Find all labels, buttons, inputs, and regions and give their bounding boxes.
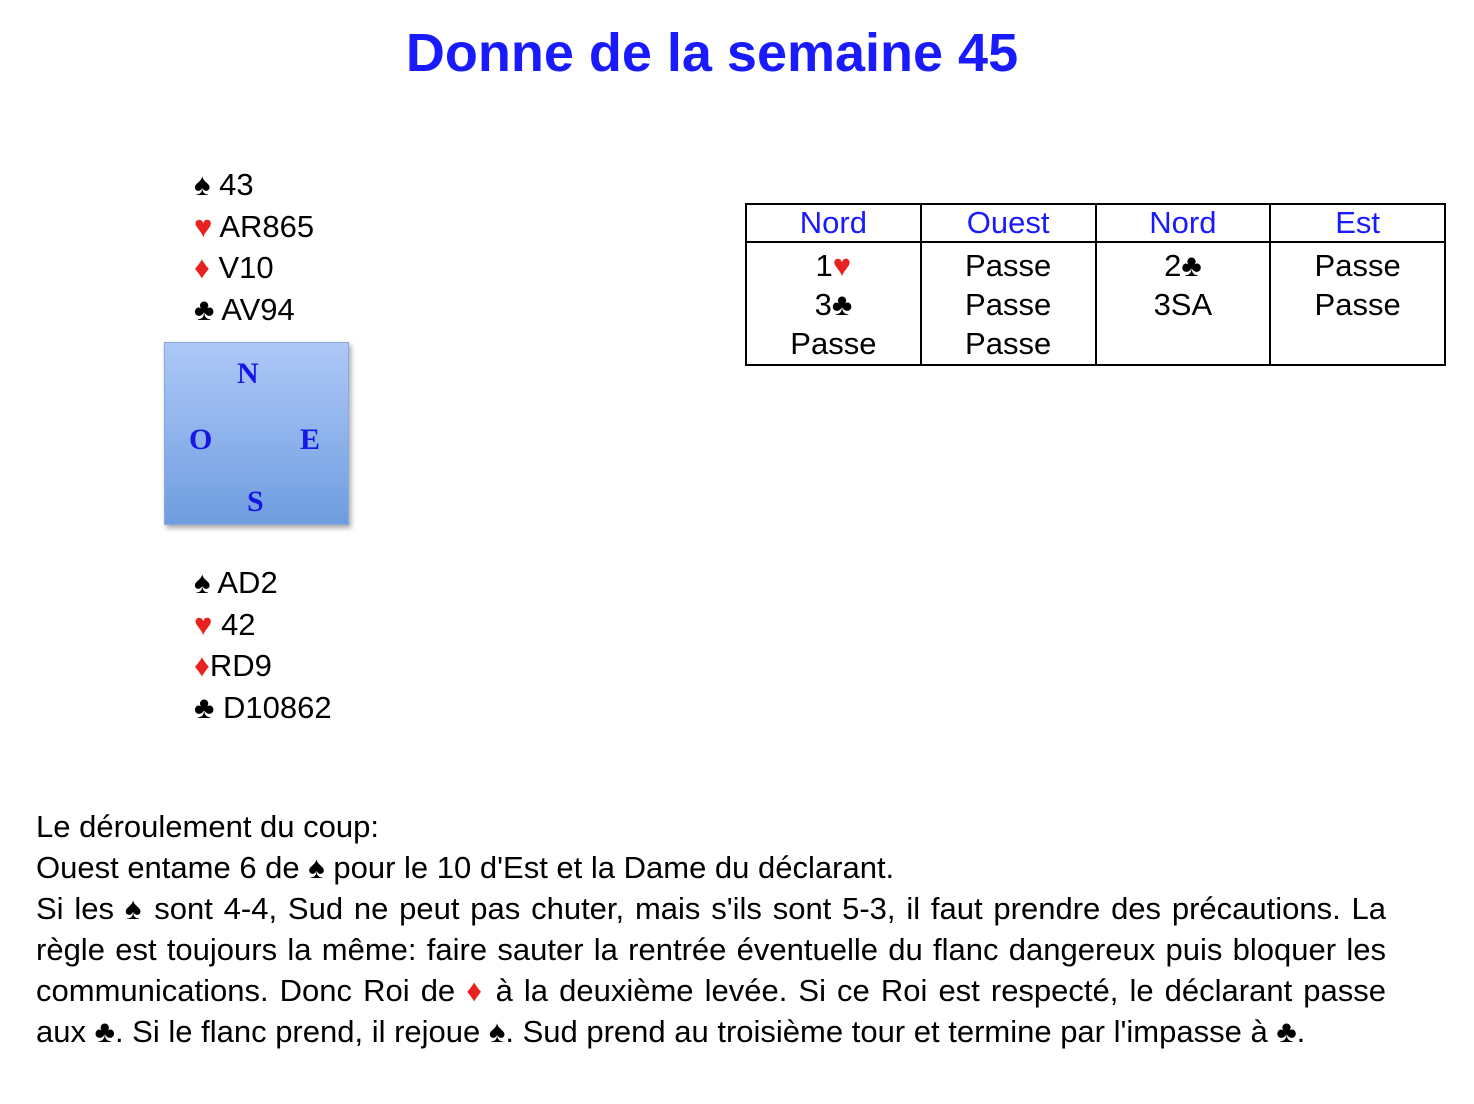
bidding-header: Nord: [746, 204, 921, 242]
bid: [922, 247, 1095, 286]
bid: [1271, 286, 1444, 325]
text-span: .: [1296, 1014, 1306, 1049]
text-span: . Sud prend au troisième tour et termine par l'impasse à: [505, 1014, 1277, 1049]
north-clubs-row: [194, 289, 314, 331]
bid: [1097, 286, 1270, 325]
bid-level: Passe: [1314, 287, 1401, 322]
north-diamonds: V10: [218, 250, 274, 285]
bid: [747, 286, 920, 325]
text-span: pour le 10 d'Est et la Dame du déclarant.: [324, 850, 895, 885]
bid: [747, 325, 920, 364]
bid: [922, 286, 1095, 325]
narrative: [36, 806, 1386, 1052]
north-diamonds-row: [194, 247, 314, 289]
bidding-header: Nord: [1096, 204, 1271, 242]
south-hearts-row: [194, 604, 332, 646]
bidding-body-row: [746, 242, 1445, 365]
bidding-column: [921, 242, 1096, 365]
heart-icon: ♥: [194, 208, 213, 244]
text-span: à la deuxième levée. Si ce Roi est respecté, le déclarant passe aux: [36, 973, 1386, 1049]
north-hearts: AR865: [219, 208, 315, 244]
bidding-table: [745, 203, 1446, 366]
north-spades: 43: [219, 167, 254, 202]
bid-level: 3: [814, 287, 832, 322]
spade-icon: ♠: [488, 1014, 506, 1049]
diamond-icon: ♦: [194, 250, 210, 285]
south-spades: AD2: [217, 565, 278, 600]
bid-level: Passe: [965, 248, 1052, 283]
spade-icon: ♠: [194, 167, 211, 202]
compass-box: [164, 342, 349, 525]
club-icon: ♣: [194, 291, 215, 327]
narrative-heading: Le déroulement du coup:: [36, 809, 379, 844]
bidding-header: Est: [1270, 204, 1445, 242]
spade-icon: ♠: [308, 850, 325, 885]
club-icon: ♣: [94, 1014, 115, 1049]
club-icon: ♣: [1276, 1014, 1297, 1049]
narrative-line1: [36, 847, 1386, 888]
bid: [922, 325, 1095, 364]
page-title: Donne de la semaine 45: [405, 23, 1019, 83]
compass-north: N: [237, 357, 259, 390]
club-icon: ♣: [831, 287, 853, 322]
south-hearts: 42: [221, 606, 256, 642]
bid-level: Passe: [1314, 248, 1401, 283]
bid: [1097, 247, 1270, 286]
text-span: . Si le flanc prend, il rejoue: [114, 1014, 489, 1049]
north-hand: [194, 164, 314, 330]
north-hearts-row: [194, 206, 314, 248]
compass-south: S: [247, 485, 264, 518]
bid-level: Passe: [965, 287, 1052, 322]
south-diamonds: RD9: [209, 648, 272, 683]
bid: [747, 247, 920, 286]
text-span: Si les: [36, 891, 125, 926]
south-clubs: D10862: [222, 689, 332, 725]
north-clubs: AV94: [221, 291, 295, 327]
bidding-header: Ouest: [921, 204, 1096, 242]
text-span: Ouest entame 6 de: [36, 850, 309, 885]
spade-icon: ♠: [194, 565, 211, 600]
heart-icon: ♥: [832, 248, 852, 283]
spade-icon: ♠: [124, 891, 144, 926]
bidding-column: [1270, 242, 1445, 365]
bid-level: Passe: [965, 326, 1052, 361]
south-clubs-row: [194, 687, 332, 729]
south-diamonds-row: [194, 645, 332, 687]
bid-level: 1: [815, 248, 833, 283]
bidding-header-row: [746, 204, 1445, 242]
bid: [1271, 247, 1444, 286]
bidding-column: [746, 242, 921, 365]
south-spades-row: [194, 562, 332, 604]
diamond-icon: ♦: [194, 648, 210, 683]
club-icon: ♣: [1181, 248, 1202, 283]
narrative-paragraph: [36, 888, 1386, 1052]
diamond-icon: ♦: [466, 973, 485, 1008]
heart-icon: ♥: [194, 606, 213, 642]
compass-west: O: [189, 423, 213, 456]
compass-east: E: [300, 423, 321, 456]
club-icon: ♣: [194, 689, 215, 725]
bid-level: Passe: [790, 326, 877, 361]
bid-level: 2: [1164, 248, 1182, 283]
north-spades-row: [194, 164, 314, 206]
bid-level: 3SA: [1153, 287, 1213, 322]
bidding-column: [1096, 242, 1271, 365]
south-hand: [194, 562, 332, 728]
text-span: sont 4-4, Sud ne peut pas chuter, mais s'ils sont 5-3, il faut prendre des précautions. La règle est toujours la même: faire sauter la rentrée éventuelle du flanc dangereux puis bloquer les communications. Donc Roi de: [36, 891, 1387, 1008]
